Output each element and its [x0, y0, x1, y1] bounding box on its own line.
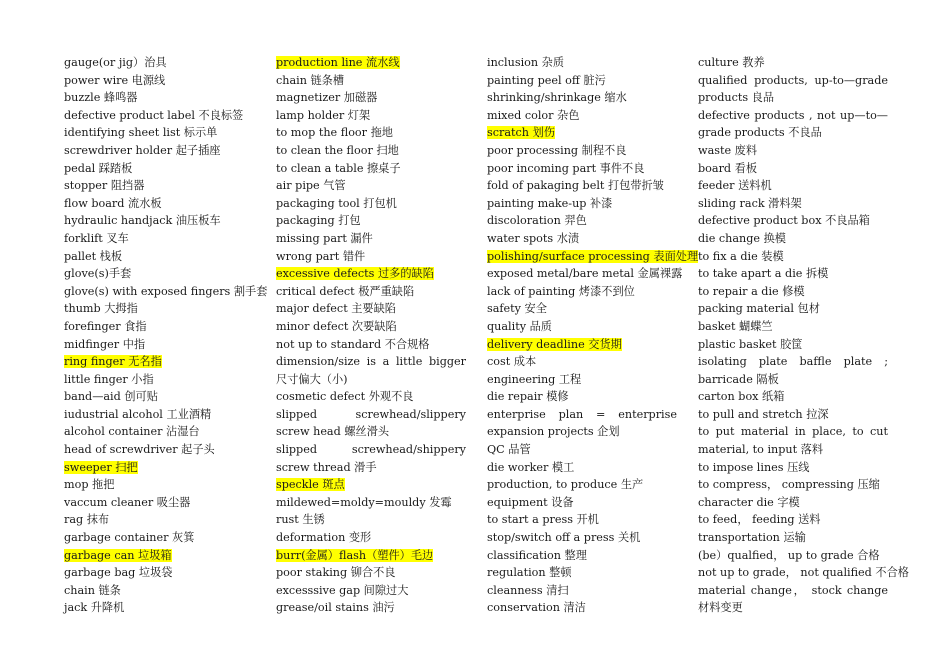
vocab-entry: [698, 388, 888, 406]
vocab-entry: [698, 107, 888, 142]
vocab-entry: [487, 107, 677, 125]
vocab-entry: [487, 160, 677, 178]
vocab-entry: [64, 107, 254, 125]
vocab-column-4: [698, 54, 909, 617]
vocab-entry-text: culture 教养: [698, 56, 765, 69]
vocab-entry-text: garbage container 灰箕: [64, 531, 195, 545]
vocab-entry-text: rust 生锈: [276, 513, 325, 527]
vocab-entry: [698, 72, 888, 107]
vocab-entry-text: power wire 电源线: [64, 73, 166, 87]
vocab-entry: [487, 476, 677, 494]
vocab-entry: [64, 177, 254, 195]
vocab-entry-text: forefinger 食指: [64, 319, 147, 333]
vocab-entry-text: to fix a die 装模: [698, 249, 784, 263]
vocab-entry: [487, 494, 677, 512]
vocab-entry-text: iudustrial alcohol 工业酒精: [64, 407, 212, 421]
vocab-entry: [64, 494, 254, 512]
vocab-entry: [698, 230, 888, 248]
vocab-entry-text: shrinking/shrinkage 缩水: [487, 91, 627, 105]
vocab-entry: [487, 582, 677, 600]
vocab-entry-text: feeder 送料机: [698, 179, 772, 193]
vocab-entry: [276, 107, 466, 125]
vocab-entry-text: polishing/surface processing 表面处理: [487, 249, 699, 263]
vocab-entry-text: gauge(or jig）治具: [64, 56, 167, 69]
vocab-entry-text: pallet 栈板: [64, 249, 123, 263]
vocab-entry-text: waste 废料: [698, 143, 758, 157]
vocab-entry-text: wrong part 错件: [276, 249, 366, 263]
vocab-entry-text: isolating plate baffle plate ; barricade 隔板: [698, 355, 888, 386]
vocab-entry: [276, 336, 466, 354]
vocab-entry-text: exposed metal/bare metal 金属裸露: [487, 267, 683, 281]
vocab-entry: [698, 300, 888, 318]
vocab-entry: [64, 230, 254, 248]
vocab-entry: [64, 564, 254, 582]
vocab-entry: [487, 212, 677, 230]
vocab-entry-text: poor staking 铆合不良: [276, 566, 396, 580]
vocab-entry-text: (be）qualfied， up to grade 合格: [698, 548, 880, 562]
vocab-entry-text: production line 流水线: [276, 56, 400, 69]
vocab-entry: [698, 511, 888, 529]
vocab-entry-text: to feed， feeding 送料: [698, 513, 821, 527]
vocab-entry-text: slipped screwhead/shippery screw thread 滑手: [276, 443, 466, 474]
vocab-entry-text: alcohol container 沾湿台: [64, 425, 200, 439]
vocab-entry-text: identifying sheet list 标示单: [64, 126, 218, 140]
vocab-entry: [487, 248, 699, 266]
vocab-entry-text: air pipe 气管: [276, 179, 346, 193]
vocab-entry-text: little finger 小指: [64, 372, 154, 386]
vocab-entry: [64, 476, 254, 494]
vocab-entry: [276, 300, 466, 318]
vocab-entry-text: flow board 流水板: [64, 196, 162, 210]
vocab-entry-text: minor defect 次要缺陷: [276, 319, 397, 333]
vocab-entry-text: poor incoming part 事件不良: [487, 161, 645, 175]
vocab-entry-text: stopper 阻挡器: [64, 179, 145, 193]
vocab-entry: [276, 494, 466, 512]
vocab-entry-text: defective products , not up—to—grade products 不良品: [698, 108, 888, 140]
vocab-entry-text: buzzle 蜂鸣器: [64, 91, 138, 105]
vocab-entry-text: painting peel off 脏污: [487, 73, 606, 87]
vocab-entry: [64, 388, 254, 406]
vocab-entry: [487, 336, 677, 354]
vocab-entry: [276, 406, 466, 441]
vocab-entry-text: to take apart a die 拆模: [698, 267, 829, 281]
vocab-entry-text: material change， stock change 材料变更: [698, 583, 888, 615]
vocab-entry-text: midfinger 中指: [64, 337, 146, 351]
vocab-entry-text: critical defect 极严重缺陷: [276, 284, 415, 298]
vocab-entry: [276, 124, 466, 142]
vocab-entry: [487, 265, 683, 283]
vocab-entry-text: major defect 主要缺陷: [276, 302, 396, 316]
vocab-entry-text: deformation 变形: [276, 531, 372, 545]
vocab-entry-text: scratch 划伤: [487, 126, 555, 140]
vocab-entry: [64, 212, 254, 230]
vocab-entry-text: mildewed=moldy=mouldy 发霉: [276, 495, 452, 509]
vocab-entry-text: water spots 水渍: [487, 231, 580, 245]
vocab-entry: [276, 195, 466, 213]
vocab-entry: [276, 54, 466, 72]
vocab-entry: [698, 336, 888, 354]
vocab-entry: [698, 529, 888, 547]
vocab-entry: [487, 89, 677, 107]
vocab-entry: [276, 142, 466, 160]
vocab-entry: [698, 423, 888, 458]
vocab-entry: [276, 72, 466, 90]
vocab-entry-text: QC 品管: [487, 443, 531, 457]
vocab-entry-text: fold of pakaging belt 打包带折皱: [487, 179, 664, 193]
vocab-entry: [487, 142, 677, 160]
vocab-entry: [487, 564, 677, 582]
vocab-entry-text: excesssive gap 间隙过大: [276, 583, 409, 597]
vocab-entry-text: enterprise plan = enterprise expansion projects 企划: [487, 407, 677, 439]
vocab-entry-text: board 看板: [698, 161, 758, 175]
vocab-entry: [276, 476, 466, 494]
vocab-entry-text: inclusion 杂质: [487, 56, 565, 69]
vocab-entry: [276, 248, 466, 266]
vocab-entry: [698, 54, 888, 72]
vocab-entry: [64, 283, 268, 301]
vocab-entry: [276, 212, 466, 230]
vocab-entry-text: speckle 斑点: [276, 478, 345, 492]
vocab-entry: [64, 142, 254, 160]
vocab-entry: [276, 599, 466, 617]
vocab-entry-text: rag 抹布: [64, 513, 110, 527]
vocab-entry-text: cost 成本: [487, 355, 537, 369]
vocab-entry-text: not up to grade， not qualified 不合格: [698, 566, 909, 580]
vocab-entry-text: magnetizer 加磁器: [276, 91, 378, 105]
vocab-entry: [487, 283, 677, 301]
vocab-entry-text: die repair 模修: [487, 390, 569, 404]
vocab-entry-text: lack of painting 烤漆不到位: [487, 284, 635, 298]
vocab-entry-text: equipment 设备: [487, 495, 574, 509]
vocab-entry: [64, 406, 254, 424]
vocab-entry-text: pedal 踩踏板: [64, 161, 133, 175]
vocab-entry-text: transportation 运输: [698, 531, 806, 545]
vocab-entry: [64, 353, 254, 371]
vocab-entry-text: defective product box 不良品箱: [698, 214, 870, 228]
vocab-entry: [64, 336, 254, 354]
vocab-entry: [276, 529, 466, 547]
vocab-entry: [487, 599, 677, 617]
vocab-column-3: [487, 54, 699, 617]
vocab-entry: [64, 54, 254, 72]
vocab-column-1: [64, 54, 268, 617]
vocab-entry: [487, 195, 677, 213]
vocab-entry: [698, 265, 888, 283]
vocab-entry-text: sliding rack 滑料架: [698, 196, 802, 210]
vocab-entry-text: jack 升降机: [64, 601, 125, 615]
vocab-entry-text: garbage bag 垃圾袋: [64, 566, 173, 580]
vocab-entry: [698, 494, 888, 512]
vocab-entry: [487, 318, 677, 336]
vocab-entry-text: screwdriver holder 起子插座: [64, 143, 221, 157]
vocab-entry: [698, 353, 888, 388]
vocab-entry: [698, 142, 888, 160]
vocab-entry: [698, 195, 888, 213]
vocab-entry-text: to mop the floor 拖地: [276, 126, 393, 140]
vocab-entry: [487, 529, 677, 547]
vocab-entry: [487, 371, 677, 389]
vocab-entry: [64, 529, 254, 547]
vocab-entry: [276, 230, 466, 248]
vocab-entry: [276, 564, 466, 582]
vocab-entry: [487, 547, 677, 565]
vocab-entry-text: production, to produce 生产: [487, 478, 644, 492]
vocab-entry: [487, 511, 677, 529]
vocab-entry-text: grease/oil stains 油污: [276, 601, 395, 615]
vocab-entry: [64, 441, 254, 459]
vocab-entry: [487, 459, 677, 477]
vocab-entry: [64, 72, 254, 90]
vocab-entry: [276, 265, 466, 283]
vocab-entry-text: safety 安全: [487, 302, 547, 316]
vocab-entry: [698, 476, 888, 494]
vocab-entry-text: sweeper 扫把: [64, 460, 138, 474]
vocab-entry-text: character die 字模: [698, 495, 800, 509]
vocab-entry: [487, 72, 677, 90]
vocab-column-2: [276, 54, 466, 617]
vocab-entry: [487, 230, 677, 248]
vocab-entry: [487, 441, 677, 459]
vocab-entry-text: to start a press 开机: [487, 513, 599, 527]
vocab-entry-text: engineering 工程: [487, 372, 582, 386]
vocab-entry-text: carton box 纸箱: [698, 390, 785, 404]
vocab-entry-text: to put material in place, to cut material, to input 落料: [698, 425, 888, 457]
vocab-entry: [698, 283, 888, 301]
vocab-entry-text: chain 链条槽: [276, 73, 345, 87]
vocab-entry: [487, 406, 677, 441]
vocab-entry-text: basket 蝴蝶竺: [698, 319, 773, 333]
vocab-entry-text: defective product label 不良标签: [64, 108, 244, 122]
vocab-entry: [64, 89, 254, 107]
vocab-entry-text: delivery deadline 交货期: [487, 337, 622, 351]
vocab-entry: [698, 318, 888, 336]
vocab-entry: [698, 582, 888, 617]
vocab-entry-text: to impose lines 压线: [698, 460, 810, 474]
vocab-entry: [487, 388, 677, 406]
vocab-entry-text: ring finger 无名指: [64, 355, 162, 369]
vocab-entry-text: classification 整理: [487, 548, 587, 562]
vocab-entry: [698, 459, 888, 477]
vocab-entry: [64, 265, 254, 283]
vocab-entry-text: burr(金属）flash（塑件）毛边: [276, 548, 434, 562]
vocab-entry: [64, 423, 254, 441]
vocab-entry-text: glove(s) with exposed fingers 割手套: [64, 284, 268, 298]
vocab-entry-text: regulation 整顿: [487, 566, 572, 580]
vocab-entry: [698, 564, 909, 582]
vocab-entry-text: packaging 打包: [276, 214, 361, 228]
vocab-entry: [698, 177, 888, 195]
vocab-entry: [698, 406, 888, 424]
vocab-entry-text: not up to standard 不合规格: [276, 337, 430, 351]
vocab-entry: [64, 318, 254, 336]
vocab-entry-text: chain 链条: [64, 583, 121, 597]
vocab-entry: [698, 547, 888, 565]
vocab-entry-text: hydraulic handjack 油压板车: [64, 214, 221, 228]
vocab-entry: [276, 441, 466, 476]
vocab-entry-text: cosmetic defect 外观不良: [276, 390, 414, 404]
vocab-entry: [276, 89, 466, 107]
vocab-entry: [276, 283, 466, 301]
vocab-entry-text: to clean a table 擦桌子: [276, 161, 401, 175]
vocab-entry: [64, 371, 254, 389]
vocab-entry-text: cleanness 清扫: [487, 583, 569, 597]
vocab-entry: [276, 177, 466, 195]
vocab-entry: [64, 582, 254, 600]
vocab-entry: [64, 195, 254, 213]
vocab-entry-text: packing material 包材: [698, 302, 820, 316]
vocab-entry: [64, 124, 254, 142]
vocab-entry: [64, 248, 254, 266]
vocab-entry-text: discoloration 羿色: [487, 214, 587, 228]
vocab-entry: [487, 300, 677, 318]
vocab-entry-text: vaccum cleaner 吸尘器: [64, 495, 191, 509]
vocab-entry-text: thumb 大拇指: [64, 302, 138, 316]
vocab-entry: [64, 547, 254, 565]
vocab-entry-text: mixed color 杂色: [487, 108, 580, 122]
vocab-entry-text: band—aid 创可贴: [64, 390, 158, 404]
vocab-entry: [64, 459, 254, 477]
vocab-entry-text: mop 拖把: [64, 478, 115, 492]
vocab-entry: [276, 547, 466, 565]
vocab-entry: [487, 124, 677, 142]
vocab-entry-text: die worker 模工: [487, 460, 575, 474]
vocab-entry: [276, 511, 466, 529]
vocab-entry: [276, 160, 466, 178]
vocab-entry-text: glove(s)手套: [64, 267, 132, 281]
vocab-entry: [698, 212, 888, 230]
vocab-entry: [64, 599, 254, 617]
vocab-entry: [698, 248, 888, 266]
vocab-entry: [64, 300, 254, 318]
vocab-entry-text: to clean the floor 扫地: [276, 143, 399, 157]
vocab-entry-text: missing part 漏件: [276, 231, 373, 245]
vocab-entry-text: to compress， compressing 压缩: [698, 478, 880, 492]
vocab-entry-text: conservation 清洁: [487, 601, 586, 615]
vocab-entry: [276, 353, 466, 388]
vocab-entry: [698, 160, 888, 178]
vocab-entry: [276, 582, 466, 600]
vocab-entry-text: garbage can 垃圾箱: [64, 548, 172, 562]
vocab-entry: [276, 388, 466, 406]
vocab-entry: [64, 160, 254, 178]
vocab-entry: [64, 511, 254, 529]
vocab-entry-text: die change 换模: [698, 231, 786, 245]
vocab-entry-text: qualified products, up-to—grade products 良品: [698, 73, 888, 105]
vocab-entry: [487, 177, 677, 195]
vocab-entry-text: stop/switch off a press 关机: [487, 531, 641, 545]
vocab-entry-text: forklift 叉车: [64, 231, 129, 245]
vocab-entry: [487, 54, 677, 72]
vocab-entry-text: head of screwdriver 起子头: [64, 443, 215, 457]
vocab-entry-text: slipped screwhead/slippery screw head 螺丝滑头: [276, 407, 466, 439]
vocab-entry-text: excessive defects 过多的缺陷: [276, 267, 434, 281]
vocab-entry-text: dimension/size is a little bigger 尺寸偏大（小): [276, 355, 466, 386]
vocab-entry-text: packaging tool 打包机: [276, 196, 397, 210]
vocab-entry: [487, 353, 677, 371]
vocab-entry-text: to repair a die 修模: [698, 284, 805, 298]
vocab-entry-text: quality 品质: [487, 319, 552, 333]
vocab-entry: [276, 318, 466, 336]
vocab-entry-text: plastic basket 胶筐: [698, 337, 803, 351]
vocab-entry-text: poor processing 制程不良: [487, 143, 627, 157]
vocab-entry-text: to pull and stretch 拉深: [698, 407, 829, 421]
vocab-entry-text: painting make-up 补漆: [487, 196, 613, 210]
vocab-entry-text: lamp holder 灯架: [276, 108, 371, 122]
